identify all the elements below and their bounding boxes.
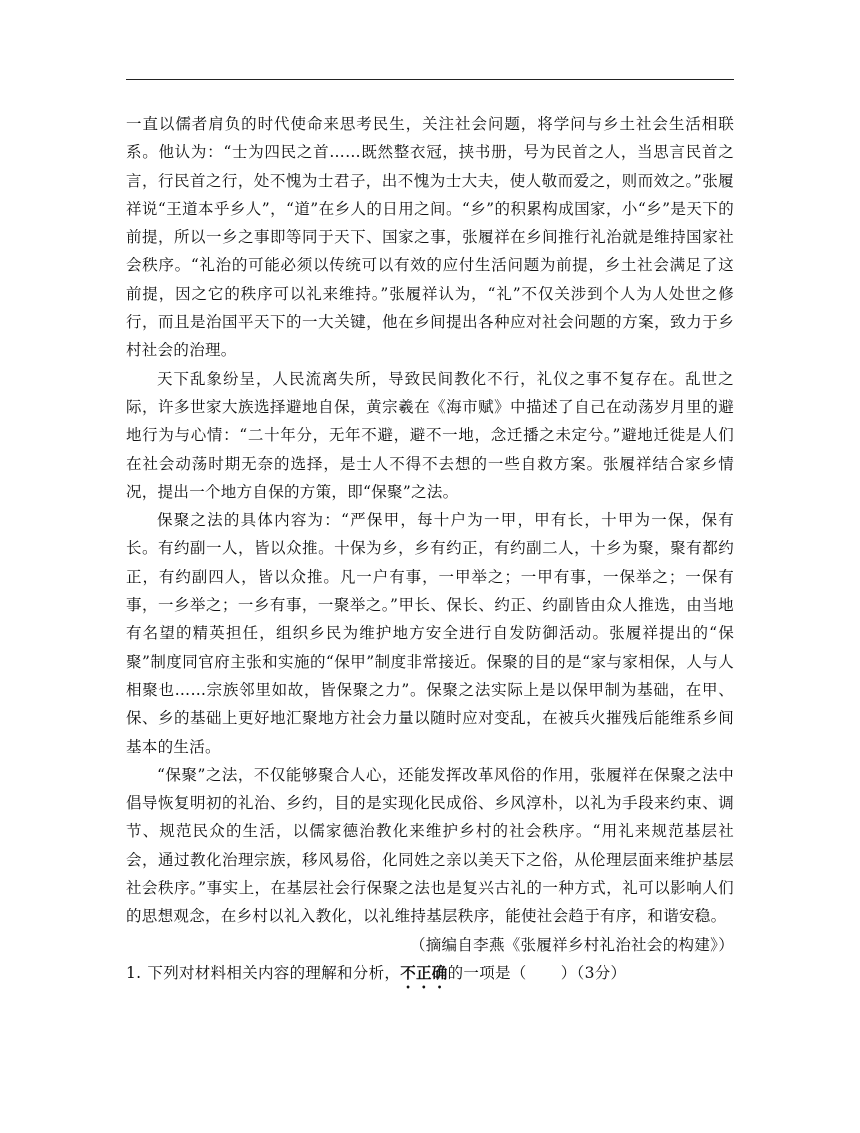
article-body (126, 110, 734, 992)
paragraph-3: 保聚之法的具体内容为：“严保甲，每十户为一甲，甲有长，十甲为一保，保有长。有约副一人，皆以众推。十保为乡，乡有约正，有约副二人，十乡为聚，聚有都约正，有约副四人，皆以众推。凡一户有事，一甲举之；一甲有事，一保举之；一保有事，一乡举之；一乡有事，一聚举之。”甲长、保长、约正、约副皆由众人推选，由当地有名望的精英担任，组织乡民为维护地方安全进行自发防御活动。张履祥提出的“保聚”制度同官府主张和实施的“保甲”制度非常接近。保聚的目的是“家与家相保，人与人相聚也……宗族邻里如故，皆保聚之力”。保聚之法实际上是以保甲制为基础，在甲、保、乡的基础上更好地汇聚地方社会力量以随时应对变乱，在被兵火摧残后能维系乡间基本的生活。 (126, 511, 734, 756)
question-close: ）（3分） (560, 963, 627, 982)
paragraph-4: “保聚”之法，不仅能够聚合人心，还能发挥改革风俗的作用，张履祥在保聚之法中倡导恢复明初的礼治、乡约，目的是实现化民成俗、乡风淳朴，以礼为手段来约束、调节、规范民众的生活，以儒家德治教化来维护乡村的社会秩序。“用礼来规范基层社会，通过教化治理宗族，移风易俗，化同姓之亲以美天下之俗，从伦理层面来维护基层社会秩序。”事实上，在基层社会行保聚之法也是复兴古礼的一种方式，礼可以影响人们的思想观念，在乡村以礼入教化，以礼维持基层秩序，能使社会趋于有序，和谐安稳。 (126, 765, 734, 926)
paragraph-1: 一直以儒者肩负的时代使命来思考民生，关注社会问题，将学问与乡土社会生活相联系。他认为：“士为四民之首……既然整衣冠，挟书册，号为民首之人，当思言民首之言，行民首之行，处不愧为士君子，出不愧为士大夫，使人敬而爱之，则而效之。”张履祥说“王道本乎乡人”，“道”在乡人的日用之间。“乡”的积累构成国家，小“乡”是天下的前提，所以一乡之事即等同于天下、国家之事，张履祥在乡间推行礼治就是维持国家社会秩序。“礼治的可能必须以传统可以有效的应付生活问题为前提，乡土社会满足了这前提，因之它的秩序可以礼来维持。”张履祥认为，“礼”不仅关涉到个人为人处世之修行，而且是治国平天下的一大关键，他在乡间提出各种应对社会问题的方案，致力于乡村社会的治理。 (126, 115, 734, 360)
source-citation: （摘编自李燕《张履祥乡村礼治社会的构建》） (409, 935, 734, 954)
question-number: 1. (126, 963, 142, 982)
question-1 (126, 959, 734, 992)
question-prefix: 下列对材料相关内容的理解和分析， (147, 963, 401, 982)
header-rule (126, 79, 734, 80)
question-emphasis: 不正确 (400, 962, 448, 982)
question-suffix: 的一项是（ (447, 963, 527, 982)
paragraph-2: 天下乱象纷呈，人民流离失所，导致民间教化不行，礼仪之事不复存在。乱世之际，许多世家大族选择避地自保，黄宗羲在《海市赋》中描述了自己在动荡岁月里的避地行为与心情：“二十年分，无年不避，避不一地，念迁播之未定兮。”避地迁徙是人们在社会动荡时期无奈的选择，是士人不得不去想的一些自救方案。张履祥结合家乡情况，提出一个地方自保的方策，即“保聚”之法。 (126, 369, 734, 501)
